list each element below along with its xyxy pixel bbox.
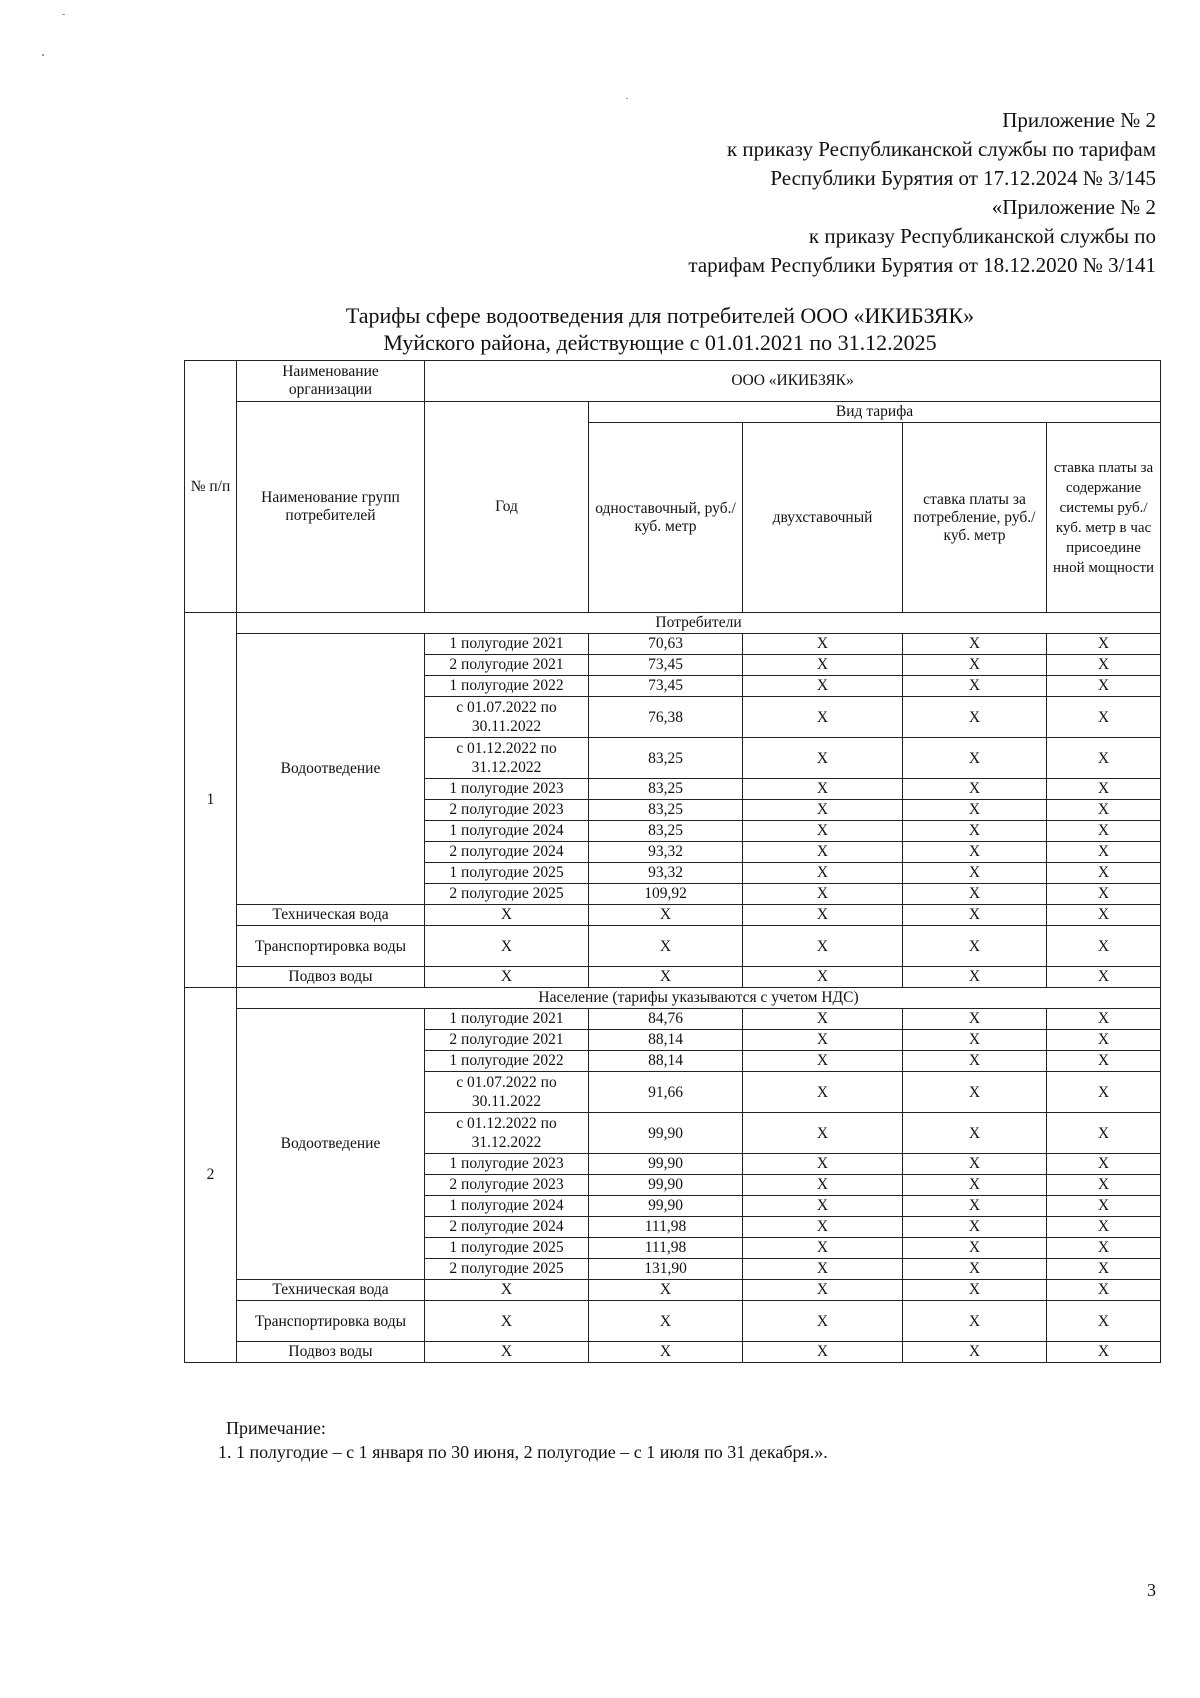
double-rate-cell: X: [743, 1217, 903, 1238]
maintenance-rate-cell: X: [1047, 1342, 1161, 1363]
single-rate-cell: 99,90: [589, 1113, 743, 1154]
group-label-header: Наименование групп потребителей: [237, 402, 425, 613]
period-cell: 2 полугодие 2025: [425, 1259, 589, 1280]
double-rate-cell: X: [743, 1072, 903, 1113]
consumption-rate-cell: X: [903, 800, 1047, 821]
year-header: Год: [425, 402, 589, 613]
period-cell: 1 полугодие 2021: [425, 634, 589, 655]
maintenance-rate-cell: X: [1047, 1051, 1161, 1072]
single-rate-cell: X: [589, 926, 743, 967]
consumption-rate-cell: X: [903, 1072, 1047, 1113]
note-title: Примечание:: [226, 1418, 326, 1438]
double-rate-cell: X: [743, 1259, 903, 1280]
double-rate-cell: X: [743, 1030, 903, 1051]
period-cell: 2 полугодие 2023: [425, 800, 589, 821]
header-line: к приказу Республиканской службы по: [808, 224, 1156, 248]
consumption-rate-cell: X: [903, 779, 1047, 800]
section-title-cell: Население (тарифы указываются с учетом НДС): [237, 988, 1161, 1009]
maintenance-rate-cell: X: [1047, 1196, 1161, 1217]
double-rate-cell: X: [743, 842, 903, 863]
consumption-rate-cell: X: [903, 1217, 1047, 1238]
single-rate-cell: 83,25: [589, 779, 743, 800]
title-line-1: Тарифы сфере водоотведения для потребителей ООО «ИКИБЗЯК»: [345, 303, 975, 328]
col-single-header: одноставочный, руб./ куб. метр: [589, 423, 743, 613]
consumption-rate-cell: X: [903, 697, 1047, 738]
document-header: [688, 106, 1156, 280]
double-rate-cell: X: [743, 926, 903, 967]
maintenance-rate-cell: X: [1047, 634, 1161, 655]
period-cell: 1 полугодие 2023: [425, 779, 589, 800]
double-rate-cell: X: [743, 1175, 903, 1196]
consumption-rate-cell: X: [903, 926, 1047, 967]
single-rate-cell: 109,92: [589, 884, 743, 905]
maintenance-rate-cell: X: [1047, 738, 1161, 779]
page-number: 3: [1147, 1580, 1156, 1600]
maintenance-rate-cell: X: [1047, 655, 1161, 676]
maintenance-rate-cell: X: [1047, 1009, 1161, 1030]
single-rate-cell: 73,45: [589, 676, 743, 697]
period-cell: X: [425, 1280, 589, 1301]
double-rate-cell: X: [743, 967, 903, 988]
double-rate-cell: X: [743, 1301, 903, 1342]
period-cell: с 01.12.2022 по 31.12.2022: [425, 1113, 589, 1154]
consumption-rate-cell: X: [903, 863, 1047, 884]
maintenance-rate-cell: X: [1047, 1259, 1161, 1280]
double-rate-cell: X: [743, 779, 903, 800]
service-cell: Техническая вода: [237, 905, 425, 926]
single-rate-cell: 93,32: [589, 842, 743, 863]
period-cell: 1 полугодие 2024: [425, 1196, 589, 1217]
single-rate-cell: 111,98: [589, 1238, 743, 1259]
consumption-rate-cell: X: [903, 738, 1047, 779]
period-cell: 1 полугодие 2025: [425, 863, 589, 884]
period-cell: 1 полугодие 2023: [425, 1154, 589, 1175]
double-rate-cell: X: [743, 634, 903, 655]
maintenance-rate-cell: X: [1047, 697, 1161, 738]
double-rate-cell: X: [743, 1238, 903, 1259]
table-row: [185, 1342, 1161, 1363]
service-cell: Транспортировка воды: [237, 926, 425, 967]
maintenance-rate-cell: X: [1047, 1113, 1161, 1154]
maintenance-rate-cell: X: [1047, 842, 1161, 863]
double-rate-cell: X: [743, 676, 903, 697]
double-rate-cell: X: [743, 905, 903, 926]
double-rate-cell: X: [743, 1051, 903, 1072]
single-rate-cell: 99,90: [589, 1154, 743, 1175]
maintenance-rate-cell: X: [1047, 821, 1161, 842]
maintenance-rate-cell: X: [1047, 1238, 1161, 1259]
consumption-rate-cell: X: [903, 1196, 1047, 1217]
double-rate-cell: X: [743, 1154, 903, 1175]
header-line: тарифам Республики Бурятия от 18.12.2020 № 3/141: [688, 253, 1156, 277]
double-rate-cell: X: [743, 884, 903, 905]
consumption-rate-cell: X: [903, 884, 1047, 905]
double-rate-cell: X: [743, 821, 903, 842]
single-rate-cell: X: [589, 905, 743, 926]
single-rate-cell: 70,63: [589, 634, 743, 655]
org-label-header: Наименование организации: [237, 361, 425, 402]
service-cell: Техническая вода: [237, 1280, 425, 1301]
org-name-header: ООО «ИКИБЗЯК»: [425, 361, 1161, 402]
double-rate-cell: X: [743, 1009, 903, 1030]
consumption-rate-cell: X: [903, 967, 1047, 988]
single-rate-cell: X: [589, 967, 743, 988]
consumption-rate-cell: X: [903, 1301, 1047, 1342]
service-cell: Водоотведение: [237, 634, 425, 905]
single-rate-cell: 131,90: [589, 1259, 743, 1280]
table-row: [185, 1301, 1161, 1342]
maintenance-rate-cell: X: [1047, 926, 1161, 967]
service-cell: Транспортировка воды: [237, 1301, 425, 1342]
period-cell: 2 полугодие 2024: [425, 1217, 589, 1238]
service-cell: Подвоз воды: [237, 1342, 425, 1363]
table-row: [185, 905, 1161, 926]
double-rate-cell: X: [743, 1342, 903, 1363]
double-rate-cell: X: [743, 1280, 903, 1301]
section-number-cell: 2: [185, 988, 237, 1363]
header-line: Республики Бурятия от 17.12.2024 № 3/145: [770, 166, 1156, 190]
maintenance-rate-cell: X: [1047, 967, 1161, 988]
double-rate-cell: X: [743, 1196, 903, 1217]
consumption-rate-cell: X: [903, 1238, 1047, 1259]
header-line: «Приложение № 2: [991, 195, 1156, 219]
maintenance-rate-cell: X: [1047, 800, 1161, 821]
consumption-rate-cell: X: [903, 842, 1047, 863]
service-cell: Водоотведение: [237, 1009, 425, 1280]
maintenance-rate-cell: X: [1047, 1280, 1161, 1301]
period-cell: 1 полугодие 2025: [425, 1238, 589, 1259]
consumption-rate-cell: X: [903, 1030, 1047, 1051]
tariff-table: [184, 360, 1161, 1363]
period-cell: 2 полугодие 2024: [425, 842, 589, 863]
single-rate-cell: 88,14: [589, 1051, 743, 1072]
consumption-rate-cell: X: [903, 1175, 1047, 1196]
period-cell: 1 полугодие 2024: [425, 821, 589, 842]
service-cell: Подвоз воды: [237, 967, 425, 988]
header-line: Приложение № 2: [1002, 108, 1156, 132]
table-row: [185, 1009, 1161, 1030]
consumption-rate-cell: X: [903, 1280, 1047, 1301]
table-row: [185, 1280, 1161, 1301]
single-rate-cell: 91,66: [589, 1072, 743, 1113]
table-row: [185, 634, 1161, 655]
single-rate-cell: 84,76: [589, 1009, 743, 1030]
single-rate-cell: 83,25: [589, 821, 743, 842]
document-title: [160, 302, 1160, 356]
period-cell: 1 полугодие 2022: [425, 1051, 589, 1072]
col-num-header: № п/п: [185, 361, 237, 613]
single-rate-cell: 111,98: [589, 1217, 743, 1238]
period-cell: X: [425, 967, 589, 988]
section-title-cell: Потребители: [237, 613, 1161, 634]
period-cell: X: [425, 1342, 589, 1363]
double-rate-cell: X: [743, 1113, 903, 1154]
consumption-rate-cell: X: [903, 1113, 1047, 1154]
double-rate-cell: X: [743, 697, 903, 738]
period-cell: 2 полугодие 2021: [425, 1030, 589, 1051]
consumption-rate-cell: X: [903, 1154, 1047, 1175]
header-line: к приказу Республиканской службы по тарифам: [726, 137, 1156, 161]
consumption-rate-cell: X: [903, 655, 1047, 676]
double-rate-cell: X: [743, 800, 903, 821]
section-title-row: [185, 613, 1161, 634]
table-row: [185, 967, 1161, 988]
period-cell: X: [425, 1301, 589, 1342]
period-cell: 2 полугодие 2021: [425, 655, 589, 676]
period-cell: X: [425, 926, 589, 967]
double-rate-cell: X: [743, 863, 903, 884]
maintenance-rate-cell: X: [1047, 1217, 1161, 1238]
note: [218, 1416, 836, 1464]
period-cell: 1 полугодие 2021: [425, 1009, 589, 1030]
maintenance-rate-cell: X: [1047, 884, 1161, 905]
single-rate-cell: 76,38: [589, 697, 743, 738]
single-rate-cell: 83,25: [589, 738, 743, 779]
maintenance-rate-cell: X: [1047, 1301, 1161, 1342]
single-rate-cell: X: [589, 1342, 743, 1363]
double-rate-cell: X: [743, 655, 903, 676]
col-maintenance-header: ставка платы за содержание системы руб./куб. метр в час присоедине нной мощности: [1047, 423, 1161, 613]
consumption-rate-cell: X: [903, 1051, 1047, 1072]
section-title-row: [185, 988, 1161, 1009]
consumption-rate-cell: X: [903, 821, 1047, 842]
single-rate-cell: 99,90: [589, 1175, 743, 1196]
maintenance-rate-cell: X: [1047, 1154, 1161, 1175]
table-row: [185, 926, 1161, 967]
consumption-rate-cell: X: [903, 676, 1047, 697]
maintenance-rate-cell: X: [1047, 1072, 1161, 1113]
consumption-rate-cell: X: [903, 905, 1047, 926]
period-cell: с 01.12.2022 по 31.12.2022: [425, 738, 589, 779]
note-item: 1. 1 полугодие – с 1 января по 30 июня, 2 полугодие – с 1 июля по 31 декабря.».: [218, 1442, 828, 1462]
single-rate-cell: 83,25: [589, 800, 743, 821]
period-cell: 1 полугодие 2022: [425, 676, 589, 697]
maintenance-rate-cell: X: [1047, 676, 1161, 697]
single-rate-cell: X: [589, 1280, 743, 1301]
single-rate-cell: X: [589, 1301, 743, 1342]
maintenance-rate-cell: X: [1047, 1175, 1161, 1196]
maintenance-rate-cell: X: [1047, 1030, 1161, 1051]
double-rate-cell: X: [743, 738, 903, 779]
period-cell: с 01.07.2022 по 30.11.2022: [425, 1072, 589, 1113]
period-cell: 2 полугодие 2025: [425, 884, 589, 905]
maintenance-rate-cell: X: [1047, 863, 1161, 884]
consumption-rate-cell: X: [903, 1259, 1047, 1280]
consumption-rate-cell: X: [903, 1009, 1047, 1030]
maintenance-rate-cell: X: [1047, 779, 1161, 800]
period-cell: X: [425, 905, 589, 926]
consumption-rate-cell: X: [903, 634, 1047, 655]
single-rate-cell: 93,32: [589, 863, 743, 884]
single-rate-cell: 99,90: [589, 1196, 743, 1217]
single-rate-cell: 88,14: [589, 1030, 743, 1051]
section-number-cell: 1: [185, 613, 237, 988]
consumption-rate-cell: X: [903, 1342, 1047, 1363]
single-rate-cell: 73,45: [589, 655, 743, 676]
col-consumption-header: ставка платы за потребление, руб./ куб. метр: [903, 423, 1047, 613]
period-cell: с 01.07.2022 по 30.11.2022: [425, 697, 589, 738]
title-line-2: Муйского района, действующие с 01.01.2021 по 31.12.2025: [383, 330, 937, 355]
period-cell: 2 полугодие 2023: [425, 1175, 589, 1196]
tariff-type-header: Вид тарифа: [589, 402, 1161, 423]
col-double-header: двухставочный: [743, 423, 903, 613]
maintenance-rate-cell: X: [1047, 905, 1161, 926]
